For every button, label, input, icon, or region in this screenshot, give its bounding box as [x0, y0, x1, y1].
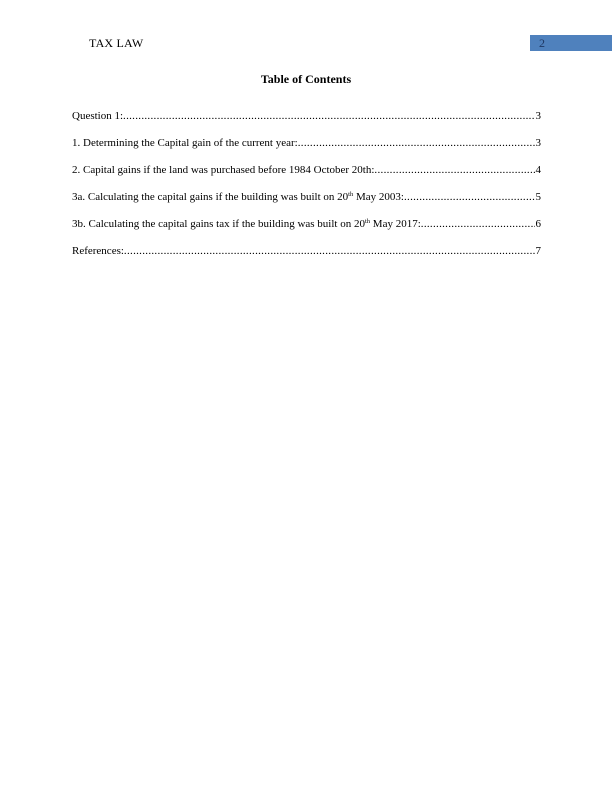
toc-dot-leader	[124, 244, 535, 258]
toc-entry-page: 6	[535, 218, 541, 230]
toc-dot-leader	[298, 136, 535, 150]
toc-entry-building-2003[interactable]	[72, 190, 541, 217]
toc-entry-page: 7	[535, 245, 541, 257]
toc-entry-label: 2. Capital gains if the land was purchased before 1984 October 20th:	[72, 164, 375, 176]
toc-entry-building-2017[interactable]	[72, 217, 541, 244]
toc-entry-page: 3	[535, 137, 541, 149]
toc-entry-land-before-1984[interactable]	[72, 163, 541, 190]
running-header-title: TAX LAW	[89, 36, 144, 50]
page-number: 2	[539, 36, 545, 50]
toc-entry-label: 1. Determining the Capital gain of the current year:	[72, 137, 298, 149]
toc-entry-references[interactable]	[72, 244, 541, 271]
toc-dot-leader	[123, 109, 534, 123]
toc-entry-question-1[interactable]	[72, 109, 541, 136]
toc-entry-label: Question 1:	[72, 110, 124, 122]
toc-dot-leader	[421, 217, 535, 231]
toc-entry-page: 5	[535, 191, 541, 203]
toc-entry-page: 3	[535, 110, 541, 122]
toc-dot-leader	[374, 163, 534, 177]
toc-entry-capital-gain-current-year[interactable]	[72, 136, 541, 163]
toc-entry-label: References:	[72, 245, 124, 257]
toc-entry-label: 3b. Calculating the capital gains tax if the building was built on 20th May 2017:	[72, 218, 421, 230]
toc-entry-label: 3a. Calculating the capital gains if the building was built on 20th May 2003:	[72, 191, 404, 203]
toc-dot-leader	[404, 190, 535, 204]
toc-heading: Table of Contents	[260, 72, 352, 86]
table-of-contents	[72, 109, 541, 271]
page-number-bar	[530, 35, 612, 51]
toc-entry-page: 4	[535, 164, 541, 176]
